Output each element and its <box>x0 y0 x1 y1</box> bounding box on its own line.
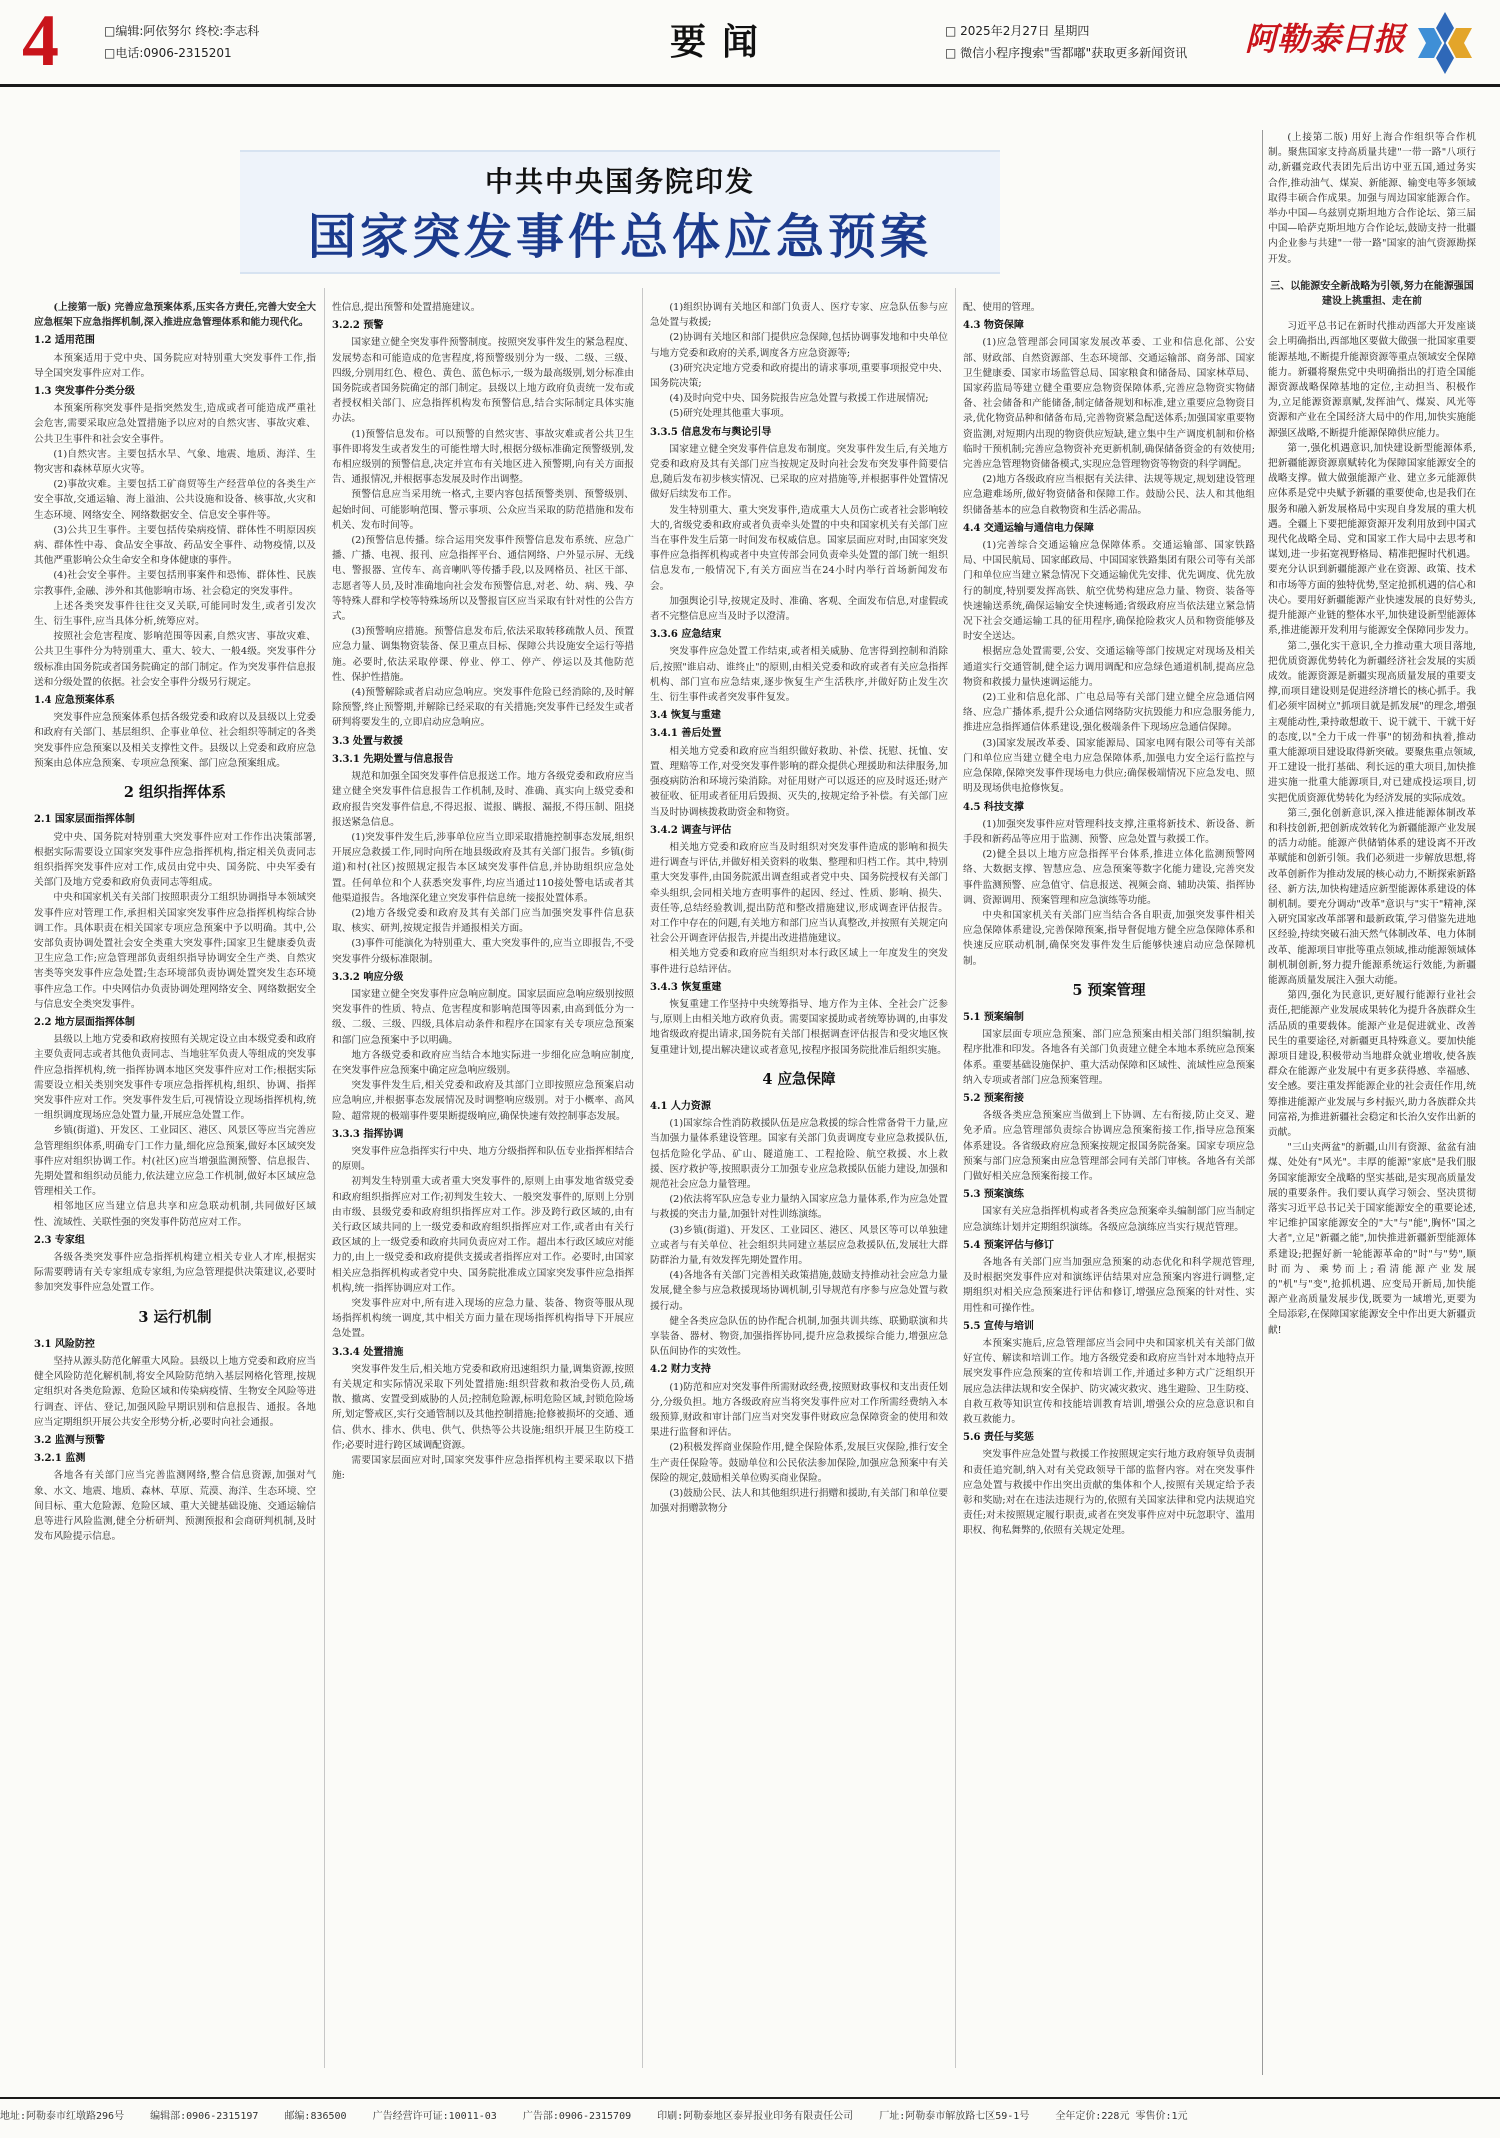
paragraph: (1)应急管理部会同国家发展改革委、工业和信息化部、公安部、财政部、自然资源部、生态环境部、交通运输部、商务部、国家卫生健康委、国家市场监管总局、国家粮食和储备局、国家林草局、国家药监局等建立健全重要应急物资保障体系,完善应急物资实物储备、社会储备和产能储备,制定储备规划和标准,建立重要应急物资目录,优化物资品种和储备布局,完善物资紧急配送体系;加强国家重要物资监测,对短期内出现的物资供应短缺,建立集中生产调度机制和价格临时干预机制;完善应急物资补充更新机制,确保储备资金的有效使用;完善应急管理物资储备模式,实现应急管理物资等物资的科学调配。 <box>963 337 1255 471</box>
paragraph: (1)突发事件发生后,涉事单位应当立即采取措施控制事态发展,组织开展应急救援工作,同时向所在地县级政府及其有关部门报告。乡镇(街道)和村(社区)按照规定报告本区域突发事件信息,并协助组织应急处置。任何单位和个人获悉突发事件,均应当通过110接处警电话或者其他渠道报告。各地深化建立突发事件信息统一接报处置体系。 <box>332 831 634 904</box>
paragraph: (1)自然灾害。主要包括水旱、气象、地震、地质、海洋、生物灾害和森林草原火灾等。 <box>34 448 316 476</box>
paragraph: (2)协调有关地区和部门提供应急保障,包括协调事发地和中央单位与地方党委和政府的关系,调度各方应急资源等; <box>650 332 948 359</box>
paragraph: 预警信息应当采用统一格式,主要内容包括预警类别、预警级别、起始时间、可能影响范围、警示事项、公众应当采取的防范措施和发布机关、发布时间等。 <box>332 489 634 531</box>
subheading: 3.3.5 信息发布与舆论引导 <box>650 426 772 438</box>
section-heading: 2 组织指挥体系 <box>123 784 227 802</box>
subheading: 4.5 科技支撑 <box>963 801 1024 813</box>
paragraph: 初判发生特别重大或者重大突发事件的,原则上由事发地省级党委和政府组织指挥应对工作;初判发生较大、一般突发事件的,原则上分别由市级、县级党委和政府组织指挥应对工作。涉及跨行政区域的,由有关行政区域共同的上一级党委和政府组织指挥应对工作,或者由有关行政区域的上一级党委和政府共同负责应对工作。超出本行政区域应对能力的,由上一级党委和政府提供支援或者指挥应对工作。必要时,由国家相关应急指挥机构或者党中央、国务院批准成立国家突发事件应急指挥机构,统一指挥协调应对工作。 <box>332 1176 634 1294</box>
paragraph: (4)预警解除或者启动应急响应。突发事件危险已经消除的,及时解除预警,终止预警期,并解除已经采取的有关措施;突发事件已经发生或者研判将要发生的,立即启动应急响应。 <box>332 687 634 729</box>
paragraph: (1)国家综合性消防救援队伍是应急救援的综合性常备骨干力量,应当加强力量体系建设管理。国家有关部门负责调度专业应急救援队伍,包括危险化学品、矿山、隧道施工、工程抢险、航空救援、水上救援、医疗救护等,按照职责分工加强专业应急救援队伍能力建设,加强和规范社会应急力量管理。 <box>650 1118 948 1190</box>
phone-line: □电话:0906-2315201 <box>104 46 232 60</box>
paragraph: (2)地方各级政府应当根据有关法律、法规等规定,规划建设管理应急避难场所,做好物资储备和保障工作。鼓励公民、法人和其他组织储备基本的应急自救物资和生活必需品。 <box>963 474 1255 516</box>
subheading: 3.4.3 恢复重建 <box>650 981 722 993</box>
footer-address: 地址:阿勒泰市红墩路296号 <box>0 2111 125 2122</box>
subheading: 4.3 物资保障 <box>963 320 1024 332</box>
footer-postcode: 邮编:836500 <box>284 2111 347 2122</box>
paragraph: 按照社会危害程度、影响范围等因素,自然灾害、事故灾难、公共卫生事件分为特别重大、重大、较大、一般4级。突发事件分级标准由国务院或者国务院确定的部门制定。作为突发事件信息报送和分级处置的依据。社会安全事件分级另行规定。 <box>34 631 316 688</box>
paragraph: 习近平总书记在新时代推动西部大开发座谈会上明确指出,西部地区要做大做强一批国家重要能源基地,不断提升能源资源等重点领域安全保障能力。新疆将聚焦党中央明确指出的打造全国能源资源战略保障基地的定位,主动担当、积极作为,立足能源资源禀赋,发挥油气、煤炭、风光等资源和产业在全国经济大局中的作用,加快实施能源强区战略,不断提升能源保障供应能力。 <box>1268 321 1476 439</box>
paragraph: (4)各地各有关部门完善相关政策措施,鼓励支持推动社会应急力量发展,健全参与应急救援现场协调机制,引导规范有序参与应急处置与救援行动。 <box>650 1270 948 1312</box>
paragraph: (4)及时向党中央、国务院报告应急处置与救援工作进展情况; <box>669 393 929 405</box>
paragraph: 健全各类应急队伍的协作配合机制,加强共训共练、联勤联演和共享装备、器材、物资,加强指挥协同,提升应急救援综合能力,增强应急队伍间协作的实效性。 <box>650 1315 948 1358</box>
editor-info <box>104 20 259 64</box>
paragraph: 第二,强化实干意识,全力推动重大项目落地,把优质资源优势转化为新疆经济社会发展的实质成效。能源资源是新疆实现高质量发展的重要支撑,而项目建设则是促进经济增长的核心抓手。我们必须牢固树立"抓项目就是抓发展"的理念,增强主观能动性,秉持敢想敢干、说干就干、干就干好的态度,以"全力干成一件事"的韧劲和执着,推动重大能源项目建设取得新突破。要聚焦重点领域,开工建设一批打基础、利长远的重大项目,加快推进实施一批重大能源项目,对已建成投运项目,切实把优质资源优势转化为经济发展的实际成效。 <box>1268 640 1476 804</box>
paragraph: (2)工业和信息化部、广电总局等有关部门建立健全应急通信网络、应急广播体系,提升公众通信网络防灾抗毁能力和应急服务能力,推进应急指挥通信体系建设,强化极端条件下现场应急通信保障。 <box>963 692 1255 734</box>
article-column-3 <box>650 300 948 2075</box>
subheading: 3.1 风险防控 <box>34 1338 95 1350</box>
paragraph: 国家建立健全突发事件信息发布制度。突发事件发生后,有关地方党委和政府及其有关部门应当按规定及时向社会发布突发事件简要信息,随后发布初步核实情况、已采取的应对措施等,并根据事件处置情况做好后续发布工作。 <box>650 443 948 501</box>
paragraph: (2)事故灾难。主要包括工矿商贸等生产经营单位的各类生产安全事故,交通运输、海上溢油、公共设施和设备、核事故,火灾和生态环境、网络安全、网络数据安全、信息安全事件等。 <box>34 479 316 521</box>
subheading: 5.1 预案编制 <box>963 1011 1024 1023</box>
subheading: 5.2 预案衔接 <box>963 1092 1024 1104</box>
paragraph: 地方各级党委和政府应当结合本地实际进一步细化应急响应制度,在突发事件应急预案中确定应急响应级别。 <box>332 1049 634 1076</box>
subheading: 3.3.2 响应分级 <box>332 971 404 983</box>
editor-line: □编辑:阿依努尔 终校:李志科 <box>104 24 260 38</box>
paragraph: 突发事件应对中,所有进入现场的应急力量、装备、物资等服从现场指挥机构统一调度,其中相关方面力量在现场指挥机构指导下开展应急处置。 <box>332 1298 634 1340</box>
paragraph: 上述各类突发事件往往交叉关联,可能同时发生,或者引发次生、衍生事件,应当具体分析,统筹应对。 <box>34 600 316 628</box>
paragraph: 县级以上地方党委和政府按照有关规定设立由本级党委和政府主要负责同志或者其他负责同志、当地驻军负责人等组成的突发事件应急指挥机构,统一指挥协调本地区突发事件应对工作;根据实际需要设立相关类别突发事件专项应急指挥机构,组织、协调、指挥突发事件应对工作。突发事件发生后,可视情设立现场指挥机构,统一组织调度现场应急处置力量,开展应急处置工作。 <box>34 1034 316 1122</box>
paragraph: (1)预警信息发布。可以预警的自然灾害、事故灾难或者公共卫生事件即将发生或者发生的可能性增大时,根据分级标准确定预警级别,发布相应级别的预警信息,决定并宣布有关地区进入预警期,向有关方面报告、通报情况,并根据事态发展及时作出调整。 <box>332 428 634 486</box>
paragraph: "三山夹两盆"的新疆,山川有资源、盆盆有油煤、处处有"风光"。丰厚的能源"家底"是我们服务国家能源安全战略的坚实基础,是实现高质量发展的重要条件。我们要认真学习领会、坚决贯彻落实习近平总书记关于国家能源安全的重要论述,牢记维护国家能源安全的"大"与"能",胸怀"国之大者",立足"新疆之能",加快推进新疆新型能源体系建设;把握好新一轮能源革命的"时"与"势",顺时而为、乘势而上;看清能源产业发展的"机"与"变",抢抓机遇、应变局开新局,加快能源产业高质量发展步伐,既要为一域增光,更要为全局添彩,在保障国家能源安全中作出更大新疆贡献! <box>1268 1142 1476 1336</box>
paragraph: 突发事件发生后,相关党委和政府及其部门立即按照应急预案启动应急响应,并根据事态发展情况及时调整响应级别。对于小概率、高风险、超常规的极端事件要果断提级响应,确保快速有效控制事态发展。 <box>332 1080 634 1122</box>
paragraph: 本预案实施后,应急管理部应当会同中央和国家机关有关部门做好宣传、解读和培训工作。地方各级党委和政府应当针对本地特点开展突发事件应急预案的宣传和培训工作,并通过多种方式广泛组织开展应急法律法规和安全保护、防灾减灾救灾、逃生避险、卫生防疫、自救互救等知识宣传和技能培训教育培训,增强公众的应急意识和自救互救能力。 <box>963 1338 1255 1426</box>
paragraph: 本预案所称突发事件是指突然发生,造成或者可能造成严重社会危害,需要采取应急处置措施予以应对的自然灾害、事故灾难、公共卫生事件和社会安全事件。 <box>34 403 316 445</box>
subheading: 2.1 国家层面指挥体制 <box>34 814 135 826</box>
footer <box>0 2102 1500 2132</box>
paragraph: 性信息,提出预警和处置措施建议。 <box>332 302 481 313</box>
paragraph: 第一,强化机遇意识,加快建设新型能源体系,把新疆能源资源禀赋转化为保障国家能源安全的战略支撑。做大做强能源产业、建立多元能源供应体系是党中央赋予新疆的重要使命,也是我们在服务和融入新发展格局中实现自身发展的重大机遇。全疆上下要把能源资源开发利用放到中国式现代化战略全局、党和国家工作大局中去思考和谋划,进一步拓宽视野格局、精准把握时代机遇。要充分认识到新疆能源产业在资源、政策、技术和市场等方面的独特优势,坚定抢抓机遇的信心和决心。要用好新疆能源产业快速发展的良好势头,提升能源产业链的整体水平,加快建设新型能源体系,推进能源开发利用与能源安全保障同步发力。 <box>1268 442 1476 637</box>
paragraph: 恢复重建工作坚持中央统筹指导、地方作为主体、全社会广泛参与,原则上由相关地方政府负责。需要国家援助或者统筹协调的,由事发地省级政府提出请求,国务院有关部门根据调查评估报告和受灾地区恢复重建计划,提出解决建议或者意见,按程序报国务院批准后组织实施。 <box>650 998 948 1056</box>
logo-mark-icon <box>1410 8 1480 78</box>
paragraph: (3)事件可能演化为特别重大、重大突发事件的,应当立即报告,不受突发事件分级标准限制。 <box>332 938 634 965</box>
subheading: 1.3 突发事件分类分级 <box>34 386 135 398</box>
paragraph: 配、使用的管理。 <box>963 302 1041 313</box>
paragraph: 突发事件发生后,相关地方党委和政府迅速组织力量,调集资源,按照有关规定和实际情况采取下列处置措施:组织营救和救治受伤人员,疏散、撤离、安置受到威胁的人员;控制危险源,标明危险区域,封锁危险场所,划定警戒区,实行交通管制以及其他控制措施;抢修被损坏的交通、通信、供水、排水、供电、供气、供热等公共设施;组织开展卫生防疫工作;必要时进行跨区域调配资源。 <box>332 1363 634 1451</box>
subheading: 3.3 处置与救援 <box>332 735 403 747</box>
paragraph: 相关地方党委和政府应当组织做好救助、补偿、抚慰、抚恤、安置、理赔等工作,对受突发事件影响的群众提供心理援助和法律服务,加强疫病防治和环境污染消除。对征用财产可以返还的应及时返还;财产被征收、征用或者征用后毁损、灭失的,按规定给予补偿。有关部门应当及时协调核拨救助资金和物资。 <box>650 745 948 818</box>
paragraph: (1)防范和应对突发事件所需财政经费,按照财政事权和支出责任划分,分级负担。地方各级政府应当将突发事件应对工作所需经费纳入本级预算,财政和审计部门应当对突发事件财政应急保障资金的使用和效果进行监督和评估。 <box>650 1381 948 1439</box>
footer-printer: 印刷:阿勒泰地区泰昇报业印务有限责任公司 <box>657 2111 854 2122</box>
paragraph: (1)组织协调有关地区和部门负责人、医疗专家、应急队伍参与应急处置与救援; <box>650 302 948 329</box>
section-title: 要闻 <box>670 21 775 63</box>
paragraph: (4)社会安全事件。主要包括刑事案件和恐怖、群体性、民族宗教事件,金融、涉外和其他影响市场、社会稳定的突发事件。 <box>34 570 316 597</box>
paragraph: 乡镇(街道)、开发区、工业园区、港区、风景区等应当完善应急管理组织体系,明确专门工作力量,细化应急预案,做好本区域突发事件应对组织协调工作。村(社区)应当增强监测预警、信息报告、先期处置和组织动员能力,依法建立应急工作机制,做好本区域应急管理相关工作。 <box>34 1125 316 1198</box>
wechat-line: □ 微信小程序搜索"雪都嘟"获取更多新闻资讯 <box>945 46 1188 60</box>
paragraph: 各地各有关部门应当完善监测网络,整合信息资源,加强对气象、水文、地震、地质、森林、草原、荒漠、海洋、生态环境、空间目标、重大危险源、危险区域、重大关键基础设施、交通运输信息等进行风险监测,健全分析研判、预测预报和会商研判机制,及时发布风险提示信息。 <box>34 1470 316 1543</box>
date-info <box>945 20 1187 64</box>
subheading: 3.2 监测与预警 <box>34 1435 105 1447</box>
subheading: 2.3 专家组 <box>34 1234 85 1246</box>
paragraph: 突发事件应急处置工作结束,或者相关威胁、危害得到控制和消除后,按照"谁启动、谁终止"的原则,由相关党委和政府或者有关应急指挥机构、部门宣布应急结束,逐步恢复生产生活秩序,并做好防止发生次生、衍生事件或者突发事件复发。 <box>650 646 948 704</box>
paragraph: (2)依法将军队应急专业力量纳入国家应急力量体系,作为应急处置与救援的突击力量,加强针对性训练演练。 <box>650 1194 948 1221</box>
paragraph: 加强舆论引导,按规定及时、准确、客观、全面发布信息,对虚假或者不完整信息应当及时予以澄清。 <box>650 595 948 623</box>
subheading: 3.3.6 应急结束 <box>650 629 722 641</box>
paragraph: (3)鼓励公民、法人和其他组织进行捐赠和援助,有关部门和单位要加强对捐赠款物分 <box>650 1488 948 1515</box>
subheading: 3.4.1 善后处置 <box>650 728 722 740</box>
subheading: 5.5 宣传与培训 <box>963 1320 1034 1332</box>
paragraph: (3)国家发展改革委、国家能源局、国家电网有限公司等有关部门和单位应当建立健全电力应急保障体系,加强电力安全运行监控与应急保障,保障突发事件现场电力供应;确保极端情况下应急发电、照明及现场供电抢修恢复。 <box>963 737 1255 795</box>
paragraph: 中央和国家机关有关部门按照职责分工组织协调指导本领域突发事件应对管理工作,承担相关国家突发事件应急指挥机构综合协调工作。具体职责在相关国家专项应急预案中予以明确。其中,公安部负责协调处置社会安全类重大突发事件;国家卫生健康委负责卫生应急工作;应急管理部负责组织指导协调安全生产类、自然灾害类等突发事件应急处置;生态环境部负责协调处置突发生态环境事件应急工作。中央网信办负责协调处理网络安全、网络数据安全与信息安全类突发事件。 <box>34 892 316 1010</box>
paragraph: 相关地方党委和政府应当组织对本行政区域上一年度发生的突发事件进行总结评估。 <box>650 948 948 975</box>
paragraph: 需要国家层面应对时,国家突发事件应急指挥机构主要采取以下措施: <box>332 1455 634 1482</box>
subheading: 4.1 人力资源 <box>650 1100 711 1112</box>
paragraph: (3)乡镇(街道)、开发区、工业园区、港区、风景区等可以单独建立或者与有关单位、社会组织共同建立基层应急救援队伍,发展壮大群防群治力量,有效发挥先期处置作用。 <box>650 1224 948 1266</box>
paragraph: (上接第二版) 用好上海合作组织等合作机制。聚焦国家支持高质量共建"一带一路"八项行动,新疆竞政代表团先后出访中亚五国,通过务实合作,推动油气、煤炭、新能源、输变电等多领域取得丰硕合作成果。加强与周边国家能源合作。举办中国—乌兹别克斯坦地方合作论坛、第三届中国—哈萨克斯坦地方合作论坛,鼓励支持一批疆内企业参与共建"一带一路"国家的油气资源勘探开发。 <box>1268 132 1476 265</box>
footer-ad-phone: 广告部:0906-2315709 <box>522 2111 632 2122</box>
subheading: 5.4 预案评估与修订 <box>963 1239 1054 1251</box>
paragraph: (2)健全县以上地方应急指挥平台体系,推进立体化监测预警网络、大数据支撑、智慧应急、应急预案等数字化能力建设,完善突发事件监测预警、应急值守、信息报送、视频会商、辅助决策、指挥协调、资源调用、预案管理和应急演练等功能。 <box>963 849 1255 906</box>
page-number: 4 <box>22 0 59 82</box>
paragraph: (5)研究处理其他重大事项。 <box>669 408 790 420</box>
masthead-rule <box>0 84 1500 87</box>
footer-printer-address: 厂址:阿勒泰市解放路七区59-1号 <box>879 2111 1030 2122</box>
subheading: 3.3.1 先期处置与信息报告 <box>332 753 454 765</box>
footer-ad-license: 广告经营许可证:10011-03 <box>372 2111 497 2122</box>
masthead <box>0 0 1500 82</box>
subheading: 1.2 适用范围 <box>34 335 95 347</box>
subheading: 2.2 地方层面指挥体制 <box>34 1016 135 1028</box>
paragraph: 第三,强化创新意识,深入推进能源体制改革和科技创新,把创新成效转化为新疆能源产业发展的活力动能。能源产供储销体系的建设离不开改革赋能和创新引领。我们必须进一步解放思想,将改革创新作为推动发展的核心动力,不断探索新路径、新方法,加快构建适应新型能源体系建设的体制机制。要充分调动"改革"意识与"实干"精神,深入研究国家改革部署和最新政策,学习借鉴先进地区经验,持续突破石油天然气体制改革、电力体制改革、能源项目审批等重点领域,推动能源领域体制机制创新,努力提升能源系统运行效能,为新疆能源高质量发展注入强大动能。 <box>1268 807 1476 986</box>
article-kicker: 中共中央国务院印发 <box>484 165 755 198</box>
subheading: 3.3.3 指挥协调 <box>332 1128 404 1140</box>
footer-editorial-phone: 编辑部:0906-2315197 <box>150 2111 259 2122</box>
subheading: 3.3.4 处置措施 <box>332 1346 404 1358</box>
paragraph: 国家建立健全突发事件预警制度。按照突发事件发生的紧急程度、发展势态和可能造成的危害程度,将预警级别分为一级、二级、三级、四级,分别用红色、橙色、黄色、蓝色标示,一级为最高级别,划分标准由国务院或者国务院确定的部门制定。县级以上地方政府负责统一发布或者授权相关部门、应急指挥机构发布预警信息,结合实际制定具体实施办法。 <box>332 337 634 425</box>
paragraph: 各级各类突发事件应急指挥机构建立相关专业人才库,根据实际需要聘请有关专家组成专家组,为应急管理提供决策建议,必要时参加突发事件应急处置工作。 <box>34 1251 316 1294</box>
paragraph: 本预案适用于党中央、国务院应对特别重大突发事件工作,指导全国突发事件应对工作。 <box>34 352 316 379</box>
subheading: 4.2 财力支持 <box>650 1364 711 1376</box>
paragraph: 规范和加强全国突发事件信息报送工作。地方各级党委和政府应当建立健全突发事件信息报告工作机制,及时、准确、真实向上级党委和政府报告突发事件信息,不得迟报、谎报、瞒报、漏报,不得压制、阻挠报送紧急信息。 <box>332 771 634 828</box>
column-divider <box>324 288 325 2068</box>
paragraph: (1)完善综合交通运输应急保障体系。交通运输部、国家铁路局、中国民航局、国家邮政局、中国国家铁路集团有限公司等有关部门和单位应当建立紧急情况下交通运输优先安排、优先调度、优先放行的制度,特别要发挥高铁、航空优势构建应急力量、物资、装备等快速输送系统,确保运输安全快速畅通;省级政府应当依法建立紧急情况下社会交通运输工具的征用程序,确保抢险救灾人员和物资能够及时安全送达。 <box>963 540 1255 643</box>
paragraph: 第四,强化为民意识,更好履行能源行业社会责任,把能源产业发展成果转化为提升各族群众生活品质的重要载体。能源产业是促进就业、改善民生的重要途径,对新疆更具特殊意义。要加快能源项目建设,积极带动当地群众就业增收,使各族群众在能源产业发展中有更多获得感、幸福感、安全感。要注重发挥能源企业的社会责任作用,统筹推进能源产业发展与乡村振兴,助力各族群众共同富裕,为推进新疆社会稳定和长治久安作出新的贡献。 <box>1268 990 1476 1138</box>
section-heading: 4 应急保障 <box>762 1070 836 1088</box>
paragraph: 坚持从源头防范化解重大风险。县级以上地方党委和政府应当健全风险防范化解机制,将安全风险防范纳入基层网格化管理,按规定组织对各类危险源、危险区域和传染病疫情、生物安全风险等进行调查、评估、登记,加强风险早期识别和信息报告、通报。各地应当定期组织开展公共安全形势分析,必要时向社会通报。 <box>34 1356 316 1428</box>
paragraph: 中央和国家机关有关部门应当结合各自职责,加强突发事件相关应急保障体系建设,完善保障预案,指导督促地方健全应急保障体系和快速反应联动机制,确保突发事件发生后能够快速启动应急保障机制。 <box>963 909 1255 967</box>
sidebar-article <box>1268 130 1476 2070</box>
section-heading: 3 运行机制 <box>138 1308 212 1326</box>
paragraph: 突发事件应急处置与救援工作按照规定实行地方政府领导负责制和责任追究制,纳入对有关党政领导干部的监督内容。对在突发事件应急处置与救援中作出突出贡献的集体和个人,按照有关规定给予表彰和奖励;对在在违法违规行为的,依照有关国家法律和党内法规追究责任;对未按照规定履行职责,或者在突发事件应对中玩忽职守、滥用职权、徇私舞弊的,依照有关规定处理。 <box>963 1449 1255 1537</box>
subheading: 5.3 预案演练 <box>963 1189 1024 1201</box>
paragraph: 突发事件应急预案体系包括各级党委和政府以及县级以上党委和政府有关部门、基层组织、企事业单位、社会组织等制定的各类突发事件应急预案以及相关支撑性文件。县级以上党委和政府应急预案由总体应急预案、专项应急预案、部门应急预案组成。 <box>34 712 316 769</box>
paragraph: 国家有关应急指挥机构或者各类应急预案牵头编制部门应当制定应急演练计划并定期组织演练。各级应急演练应当实行规范管理。 <box>963 1206 1255 1233</box>
paragraph: 国家层面专项应急预案、部门应急预案由相关部门组织编制,按程序批准和印发。各地各有关部门负责建立健全本地本系统应急预案体系。重要基础设施保护、重大活动保障和区域性、流域性应急预案纳入专项或者部门应急预案管理。 <box>963 1029 1255 1086</box>
paragraph: (3)研究决定地方党委和政府提出的请求事项,重要事项报党中央、国务院决策; <box>650 362 948 390</box>
column-divider <box>642 288 643 2068</box>
paragraph: (上接第一版) 完善应急预案体系,压实各方责任,完善大安全大应急框架下应急指挥机制,深入推进应急管理体系和能力现代化。 <box>34 302 316 329</box>
sidebar-divider <box>1262 130 1263 2075</box>
section-heading: 5 预案管理 <box>1072 981 1146 999</box>
article-headline: 国家突发事件总体应急预案 <box>307 209 932 265</box>
paragraph: 发生特别重大、重大突发事件,造成重大人员伤亡或者社会影响较大的,省级党委和政府或者负责牵头处置的中央和国家机关有关部门应当在事件发生后第一时间发布权威信息。国家层面应对时,由国家突发事件应急指挥机构或者中央宣传部会同负责牵头处置的部门统一组织信息发布,一般情况下,有关方面应当在24小时内举行首场新闻发布会。 <box>650 504 948 592</box>
headline-band <box>240 150 1000 274</box>
paragraph: 党中央、国务院对特别重大突发事件应对工作作出决策部署,根据实际需要设立国家突发事件应急指挥机构,指定相关负责同志组织指挥突发事件应对工作,成员由党中央、国务院、中央军委有关部门及地方党委和政府负责同志等组成。 <box>34 831 316 889</box>
subheading: 3.2.2 预警 <box>332 320 384 332</box>
footer-price: 全年定价:228元 零售价:1元 <box>1055 2111 1188 2122</box>
paragraph: 各级各类应急预案应当做到上下协调、左右衔接,防止交叉、避免矛盾。应急管理部负责综合协调应急预案衔接工作,指导应急预案体系建设。各省级政府应急预案按规定报国务院备案。国家专项应急预案与部门应急预案由应急管理部会同有关部门审核。各地各有关部门做好相关应急预案衔接工作。 <box>963 1110 1255 1182</box>
paragraph: (3)预警响应措施。预警信息发布后,依法采取转移疏散人员、预置应急力量、调集物资装备、保卫重点目标、保障公共设施安全运行等措施。必要时,依法采取停课、停业、停工、停产、停运以及其他防范性、保护性措施。 <box>332 626 634 683</box>
subheading: 4.4 交通运输与通信电力保障 <box>963 522 1094 534</box>
subheading: 3.4 恢复与重建 <box>650 710 721 722</box>
footer-rule <box>0 2097 1500 2099</box>
paragraph: 根据应急处置需要,公安、交通运输等部门按规定对现场及相关通道实行交通管制,健全运力调用调配和应急绿色通道机制,提高应急物资和救援力量快速调运能力。 <box>963 646 1255 688</box>
paragraph: (3)公共卫生事件。主要包括传染病疫情、群体性不明原因疾病、群体性中毒、食品安全事故、药品安全事件、动物疫情,以及其他严重影响公众生命安全和身体健康的事件。 <box>34 524 316 567</box>
column-divider <box>955 288 956 2068</box>
subheading: 5.6 责任与奖惩 <box>963 1432 1034 1444</box>
subheading: 3.2.1 监测 <box>34 1453 86 1465</box>
paragraph: 国家建立健全突发事件应急响应制度。国家层面应急响应级别按照突发事件的性质、特点、危害程度和影响范围等因素,由高到低分为一级、二级、三级、四级,具体启动条件和程序在国家有关专项应急预案和部门应急预案中予以明确。 <box>332 988 634 1046</box>
paragraph: (2)地方各级党委和政府及其有关部门应当加强突发事件信息获取、核实、研判,按规定报告并通报相关方面。 <box>332 907 634 935</box>
subheading: 3.4.2 调查与评估 <box>650 824 732 836</box>
paragraph: (1)加强突发事件应对管理科技支撑,注重将新技术、新设备、新手段和新药品等应用于监测、预警、应急处置与救援工作。 <box>963 818 1255 845</box>
paragraph: (2)预警信息传播。综合运用突发事件预警信息发布系统、应急广播、广播、电视、报刊、应急指挥平台、通信网络、户外显示屏、无线电、警报器、宣传车、高音喇叭等传播手段,以及网格员、社区干部、志愿者等人员,及时准确地向社会发布预警信息,对老、幼、病、残、孕等特殊人群和学校等特殊场所以及警报盲区应当采取有针对性的公告方式。 <box>332 535 634 623</box>
paragraph: 突发事件应急指挥实行中央、地方分级指挥和队伍专业指挥相结合的原则。 <box>332 1145 634 1173</box>
paragraph: (2)积极发挥商业保险作用,健全保险体系,发展巨灾保险,推行安全生产责任保险等。鼓励单位和公民依法参加保险,加强应急预案中有关保险的规定,鼓励相关单位购买商业保险。 <box>650 1442 948 1484</box>
newspaper-logo: 阿勒泰日报 <box>1245 20 1406 58</box>
subheading: 三、以能源安全新战略为引领,努力在能源强国建设上挑重担、走在前 <box>1270 280 1474 308</box>
article-column-2 <box>332 300 634 2075</box>
subheading: 1.4 应急预案体系 <box>34 695 115 707</box>
article-column-4 <box>963 300 1255 2075</box>
paragraph: 相关地方党委和政府应当及时组织对突发事件造成的影响和损失进行调查与评估,并做好相关资料的收集、整理和归档工作。其中,特别重大突发事件,由国务院派出调查组或者党中央、国务院授权有关部门牵头组织,会同相关地方查明事件的起因、经过、性质、影响、损失、责任等,总结经验教训,提出防范和整改措施建议,形成调查评估报告。对工作中存在的问题,有关地方和部门应当认真整改,并按照有关规定向社会公开调查评估报告,并提出改进措施建议。 <box>650 841 948 945</box>
date-line: □ 2025年2月27日 星期四 <box>945 24 1090 38</box>
article-column-1 <box>34 300 316 2075</box>
paragraph: 各地各有关部门应当加强应急预案的动态优化和科学规范管理,及时根据突发事件应对和演练评估结果对应急预案内容进行调整,定期组织对相关应急预案进行评估和修订,增强应急预案的针对性、实用性和可操作性。 <box>963 1256 1255 1314</box>
paragraph: 相邻地区应当建立信息共享和应急联动机制,共同做好区域性、流域性、关联性强的突发事件防范应对工作。 <box>34 1201 316 1228</box>
